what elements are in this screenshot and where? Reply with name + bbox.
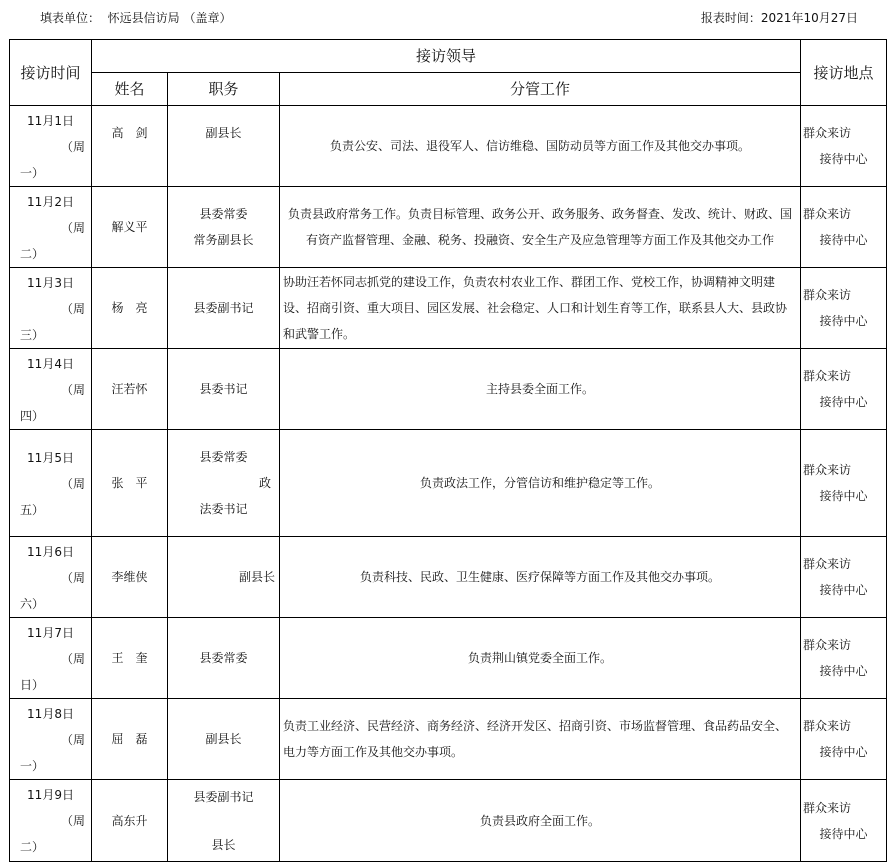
name-cell: 屈 磊 xyxy=(92,699,168,780)
name-cell: 高 剑 xyxy=(92,106,168,187)
position-cell: 县委副书记 县长 xyxy=(168,780,280,862)
name-cell: 王 奎 xyxy=(92,618,168,699)
fill-unit-label: 填表单位： xyxy=(40,11,101,25)
report-time-label: 报表时间： xyxy=(700,11,761,25)
name-cell: 杨 亮 xyxy=(92,268,168,349)
date-cell: 11月7日 （周 日） xyxy=(10,618,92,699)
date-cell: 11月5日 （周 五） xyxy=(10,430,92,537)
position-cell: 县委常委 常务副县长 xyxy=(168,187,280,268)
date-cell: 11月1日 （周 一） xyxy=(10,106,92,187)
table-row xyxy=(10,187,887,268)
position-cell: 县委常委 xyxy=(168,618,280,699)
table-row xyxy=(10,106,887,187)
name-cell: 高东升 xyxy=(92,780,168,862)
col-leader-header: 接访领导 xyxy=(92,40,801,73)
place-cell: 群众来访 接待中心 xyxy=(801,349,887,430)
col-position-header: 职务 xyxy=(168,73,280,106)
work-cell: 主持县委全面工作。 xyxy=(280,349,801,430)
col-place-header: 接访地点 xyxy=(801,40,887,106)
work-cell: 负责县政府全面工作。 xyxy=(280,780,801,862)
position-cell: 县委常委 政 法委书记 xyxy=(168,430,280,537)
col-name-header: 姓名 xyxy=(92,73,168,106)
place-cell: 群众来访 接待中心 xyxy=(801,106,887,187)
name-cell: 解义平 xyxy=(92,187,168,268)
date-cell: 11月4日 （周 四） xyxy=(10,349,92,430)
name-cell: 李维侠 xyxy=(92,537,168,618)
position-cell: 副县长 xyxy=(168,699,280,780)
report-time-value: 2021年10月27日 xyxy=(760,11,858,25)
col-work-header: 分管工作 xyxy=(280,73,801,106)
fill-unit-value: 怀远县信访局 （盖章） xyxy=(107,11,232,25)
work-cell: 负责县政府常务工作。负责目标管理、政务公开、政务服务、政务督查、发改、统计、财政、国有资产监督管理、金融、税务、投融资、安全生产及应急管理等方面工作及其他交办工作 xyxy=(280,187,801,268)
work-cell: 负责政法工作，分管信访和维护稳定等工作。 xyxy=(280,430,801,537)
work-cell: 负责荆山镇党委全面工作。 xyxy=(280,618,801,699)
date-cell: 11月8日 （周 一） xyxy=(10,699,92,780)
place-cell: 群众来访 接待中心 xyxy=(801,780,887,862)
reception-schedule-table xyxy=(9,39,887,862)
table-row xyxy=(10,349,887,430)
table-row xyxy=(10,780,887,862)
date-cell: 11月9日 （周 二） xyxy=(10,780,92,862)
position-cell: 副县长 xyxy=(168,106,280,187)
work-cell: 协助汪若怀同志抓党的建设工作，负责农村农业工作、群团工作、党校工作，协调精神文明建设、招商引资、重大项目、园区发展、社会稳定、人口和计划生育等工作，联系县人大、县政协和武警工作。 xyxy=(280,268,801,349)
table-row xyxy=(10,618,887,699)
table-row xyxy=(10,430,887,537)
place-cell: 群众来访 接待中心 xyxy=(801,187,887,268)
position-cell: 县委副书记 xyxy=(168,268,280,349)
work-cell: 负责公安、司法、退役军人、信访维稳、国防动员等方面工作及其他交办事项。 xyxy=(280,106,801,187)
place-cell: 群众来访 接待中心 xyxy=(801,430,887,537)
place-cell: 群众来访 接待中心 xyxy=(801,699,887,780)
work-cell: 负责科技、民政、卫生健康、医疗保障等方面工作及其他交办事项。 xyxy=(280,537,801,618)
date-cell: 11月3日 （周 三） xyxy=(10,268,92,349)
table-row xyxy=(10,537,887,618)
place-cell: 群众来访 接待中心 xyxy=(801,268,887,349)
table-row xyxy=(10,268,887,349)
table-row xyxy=(10,699,887,780)
date-cell: 11月6日 （周 六） xyxy=(10,537,92,618)
work-cell: 负责工业经济、民营经济、商务经济、经济开发区、招商引资、市场监督管理、食品药品安全、电力等方面工作及其他交办事项。 xyxy=(280,699,801,780)
report-time xyxy=(701,9,858,26)
date-cell: 11月2日 （周 二） xyxy=(10,187,92,268)
name-cell: 张 平 xyxy=(92,430,168,537)
position-cell: 副县长 xyxy=(168,537,280,618)
position-cell: 县委书记 xyxy=(168,349,280,430)
col-time-header: 接访时间 xyxy=(10,40,92,106)
fill-unit xyxy=(40,9,231,26)
place-cell: 群众来访 接待中心 xyxy=(801,618,887,699)
place-cell: 群众来访 接待中心 xyxy=(801,537,887,618)
name-cell: 汪若怀 xyxy=(92,349,168,430)
